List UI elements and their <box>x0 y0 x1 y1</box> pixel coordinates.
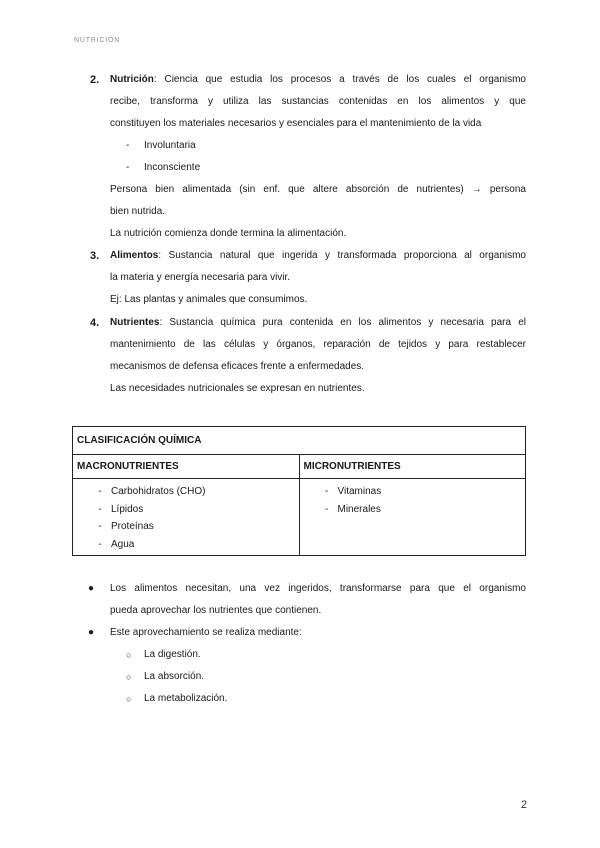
bullet-item: ● Los alimentos necesitan, una vez ingeridos, transformarse para que el organismo pueda aprovechar los nutrientes que contienen. <box>110 578 526 622</box>
definition-line: Alimentos: Sustancia natural que ingerida y transformada proporciona al organismo <box>110 250 526 261</box>
table-list-item: - Vitaminas <box>324 486 382 497</box>
bullet-icon: ● <box>88 583 95 594</box>
bullet-icon: ● <box>88 627 95 638</box>
definition-line: mecanismos de defensa eficaces frente a enfermedades. <box>110 361 365 372</box>
example-line: Ej: Las plantas y animales que consumimos. <box>110 294 308 305</box>
page-header: NUTRICIÓN <box>74 37 121 44</box>
section-alimentos <box>90 245 526 311</box>
section-nutricion <box>90 69 526 135</box>
list-item: - Involuntaria <box>126 140 196 151</box>
term: Alimentos <box>110 250 159 261</box>
term: Nutrición <box>110 74 154 85</box>
section-number: 3. <box>90 250 100 262</box>
table-list-item: - Agua <box>98 538 135 550</box>
section-number: 2. <box>90 74 100 86</box>
note-line: Las necesidades nutricionales se expresan en nutrientes. <box>110 383 365 394</box>
table-list-item: - Proteínas <box>98 521 154 532</box>
process-item: ○ La digestión. <box>144 644 201 666</box>
micro-list <box>299 479 526 556</box>
macro-list <box>73 479 300 556</box>
classification-table <box>72 426 526 556</box>
table-list-item: - Carbohidratos (CHO) <box>98 486 206 497</box>
table-list-item: - Minerales <box>324 503 381 515</box>
table-list-item: - Lípidos <box>98 503 144 515</box>
process-item: ○ La metabolización. <box>144 688 227 710</box>
page-number: 2 <box>520 799 527 811</box>
bullet-item: ● Este aprovechamiento se realiza mediante: <box>110 622 526 644</box>
note-paragraph: Persona bien alimentada (sin enf. que altere absorción de nutrientes) → persona bien nutrida. La nutrición comienza donde termina la alimentación. <box>110 184 526 239</box>
term: Nutrientes <box>110 317 160 328</box>
section-nutrientes <box>90 312 526 400</box>
macro-header: MACRONUTRIENTES <box>73 455 300 479</box>
definition-line: recibe, transforma y utiliza las sustancias contenidas en los alimentos y que <box>110 96 526 107</box>
circle-bullet-icon: ○ <box>126 650 132 660</box>
section-number: 4. <box>90 317 100 329</box>
process-item: ○ La absorción. <box>144 666 204 688</box>
list-item: - Inconsciente <box>126 162 201 173</box>
circle-bullet-icon: ○ <box>126 694 132 704</box>
definition-line: Nutrición: Ciencia que estudia los procesos a través de los cuales el organismo <box>110 74 526 85</box>
circle-bullet-icon: ○ <box>126 672 132 682</box>
table-title: CLASIFICACIÓN QUÍMICA <box>73 427 526 455</box>
definition-line: constituyen los materiales necesarios y esenciales para el mantenimiento de la vida <box>110 118 482 129</box>
micro-header: MICRONUTRIENTES <box>299 455 526 479</box>
definition-line: la materia y energía necesaria para vivir. <box>110 272 291 283</box>
definition-line: Nutrientes: Sustancia química pura contenida en los alimentos y necesaria para el <box>110 317 526 328</box>
definition-line: mantenimiento de las células y órganos, reparación de tejidos y para restablecer <box>110 339 526 350</box>
